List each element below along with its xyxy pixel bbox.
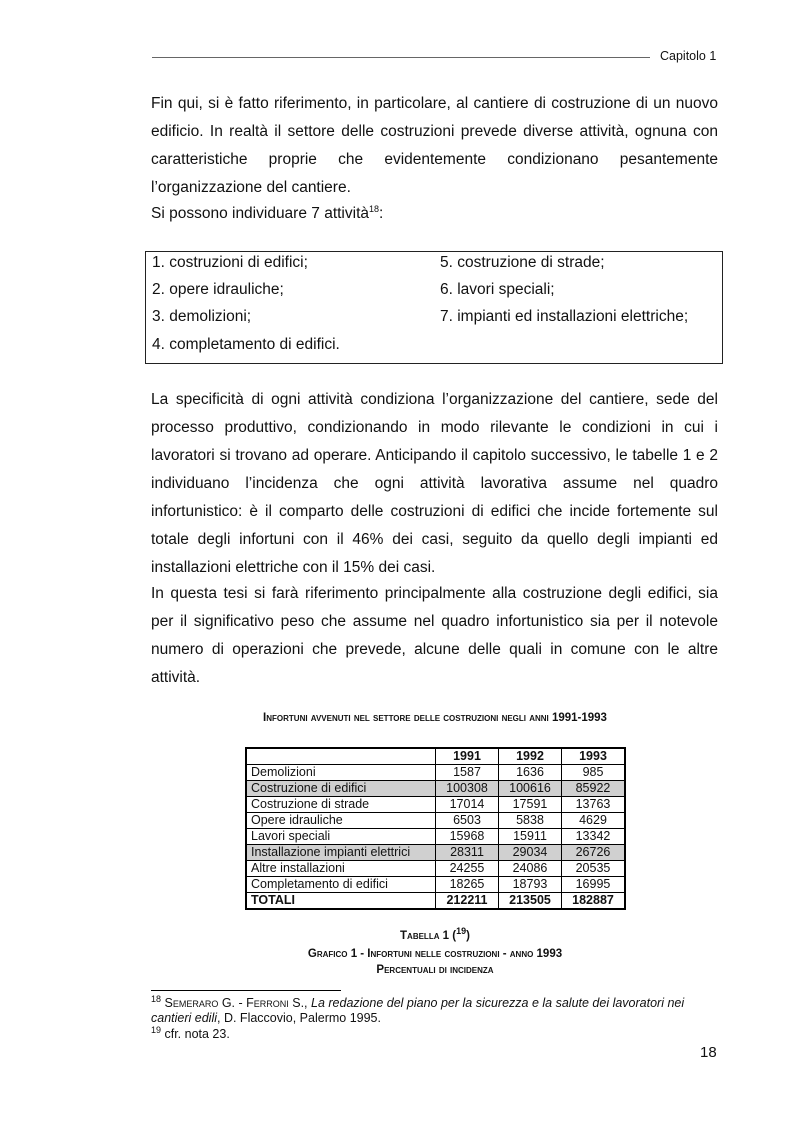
row-label: Completamento di edifici — [246, 877, 436, 893]
row-value: 5838 — [499, 813, 562, 829]
row-value: 20535 — [562, 861, 626, 877]
row-label: Altre installazioni — [246, 861, 436, 877]
row-label: Installazione impianti elettrici — [246, 845, 436, 861]
year-header: 1993 — [562, 748, 626, 765]
header-rule — [152, 57, 650, 58]
activity-item: 2. opere idrauliche; — [152, 281, 284, 298]
footnote-ref-18: 18 — [369, 203, 380, 214]
row-value: 13763 — [562, 797, 626, 813]
colon: : — [379, 205, 384, 222]
activity-item: 4. completamento di edifici. — [152, 336, 340, 353]
table-title: Infortuni avvenuti nel settore delle costruzioni negli anni 1991-1993 — [263, 712, 607, 724]
footnote-number: 18 — [151, 993, 162, 1004]
activities-box — [145, 251, 723, 364]
row-label: Costruzione di strade — [246, 797, 436, 813]
activity-item: 5. costruzione di strade; — [440, 254, 605, 271]
table-row — [246, 861, 625, 877]
footnote-authors: Semeraro G. - Ferroni S., — [164, 996, 311, 1010]
row-value: 15911 — [499, 829, 562, 845]
row-value: 17014 — [436, 797, 499, 813]
table-total-row — [246, 893, 625, 910]
header-blank-cell — [246, 748, 436, 765]
row-value: 100616 — [499, 781, 562, 797]
row-label: Demolizioni — [246, 765, 436, 781]
chart-subcaption: Percentuali di incidenza — [376, 964, 494, 976]
row-value: 985 — [562, 765, 626, 781]
body-paragraph: In questa tesi si farà riferimento principalmente alla costruzione degli edifici, sia per il significativo peso che assume nel quadro infortunistico sia per il notevole numero di operazioni che prevede, alcune delle quali in comune con le altre attività. — [151, 585, 718, 686]
table-caption — [0, 926, 793, 942]
activity-item: 7. impianti ed installazioni elettriche; — [440, 308, 689, 325]
row-label: Lavori speciali — [246, 829, 436, 845]
row-value: 18793 — [499, 877, 562, 893]
year-header: 1992 — [499, 748, 562, 765]
total-value: 182887 — [562, 893, 626, 910]
table-row — [246, 765, 625, 781]
total-label: TOTALI — [246, 893, 436, 910]
footnote-ref-19: 19 — [456, 926, 467, 937]
table-row — [246, 813, 625, 829]
table-row — [246, 829, 625, 845]
intro-activities-text: Si possono individuare 7 attività — [151, 205, 369, 222]
chart-caption: Grafico 1 - Infortuni nelle costruzioni - anno 1993 — [307, 948, 563, 960]
table-row — [246, 797, 625, 813]
row-value: 13342 — [562, 829, 626, 845]
table-caption-text: Tabella 1 ( — [400, 930, 457, 942]
table-caption-close: ) — [466, 930, 470, 942]
total-value: 212211 — [436, 893, 499, 910]
row-value: 15968 — [436, 829, 499, 845]
footnote-18 — [151, 993, 721, 1026]
footnote-number: 19 — [151, 1024, 162, 1035]
row-value: 26726 — [562, 845, 626, 861]
row-value: 85922 — [562, 781, 626, 797]
total-value: 213505 — [499, 893, 562, 910]
footnote-text: cfr. nota 23. — [161, 1027, 230, 1041]
table-header-row — [246, 748, 625, 765]
page-number: 18 — [700, 1044, 717, 1061]
footnote-title: La redazione del piano per la sicurezza e la salute dei lavoratori nei cantieri edili — [151, 996, 685, 1025]
row-value: 4629 — [562, 813, 626, 829]
table-row — [246, 877, 625, 893]
activity-item: 6. lavori speciali; — [440, 281, 555, 298]
table-row — [246, 781, 625, 797]
row-value: 28311 — [436, 845, 499, 861]
intro-activities-line — [151, 200, 718, 228]
body-paragraph: La specificità di ogni attività condiziona l’organizzazione del cantiere, sede del processo produttivo, condizionando in modo rilevante le condizioni in cui i lavoratori si trovano ad operare. Anticipando il capitolo successivo, le tabelle 1 e 2 individuano l’incidenza che ogni attività lavorativa assume nel quadro infortunistico: è il comparto delle costruzioni di edifici che incide fortemente sul totale degli infortuni con il 46% dei casi, seguito da quello degli impianti ed installazioni elettriche con il 15% dei casi. — [151, 391, 718, 576]
injuries-table — [245, 747, 626, 910]
chapter-label: Capitolo 1 — [660, 49, 717, 63]
row-value: 1587 — [436, 765, 499, 781]
intro-paragraph: Fin qui, si è fatto riferimento, in particolare, al cantiere di costruzione di un nuovo edificio. In realtà il settore delle costruzioni prevede diverse attività, ognuna con caratteristiche proprie che evidentemente condizionano pesantemente l’organizzazione del cantiere. — [151, 95, 718, 196]
row-value: 100308 — [436, 781, 499, 797]
row-value: 16995 — [562, 877, 626, 893]
activity-item: 1. costruzioni di edifici; — [152, 254, 308, 271]
activity-item: 3. demolizioni; — [152, 308, 252, 325]
row-value: 1636 — [499, 765, 562, 781]
row-label: Opere idrauliche — [246, 813, 436, 829]
footnote-19 — [151, 1024, 721, 1042]
row-value: 6503 — [436, 813, 499, 829]
row-label: Costruzione di edifici — [246, 781, 436, 797]
footnote-rule — [151, 990, 341, 991]
year-header: 1991 — [436, 748, 499, 765]
row-value: 24255 — [436, 861, 499, 877]
row-value: 17591 — [499, 797, 562, 813]
footnote-publisher: , D. Flaccovio, Palermo 1995. — [217, 1011, 381, 1025]
row-value: 29034 — [499, 845, 562, 861]
row-value: 18265 — [436, 877, 499, 893]
row-value: 24086 — [499, 861, 562, 877]
table-row — [246, 845, 625, 861]
